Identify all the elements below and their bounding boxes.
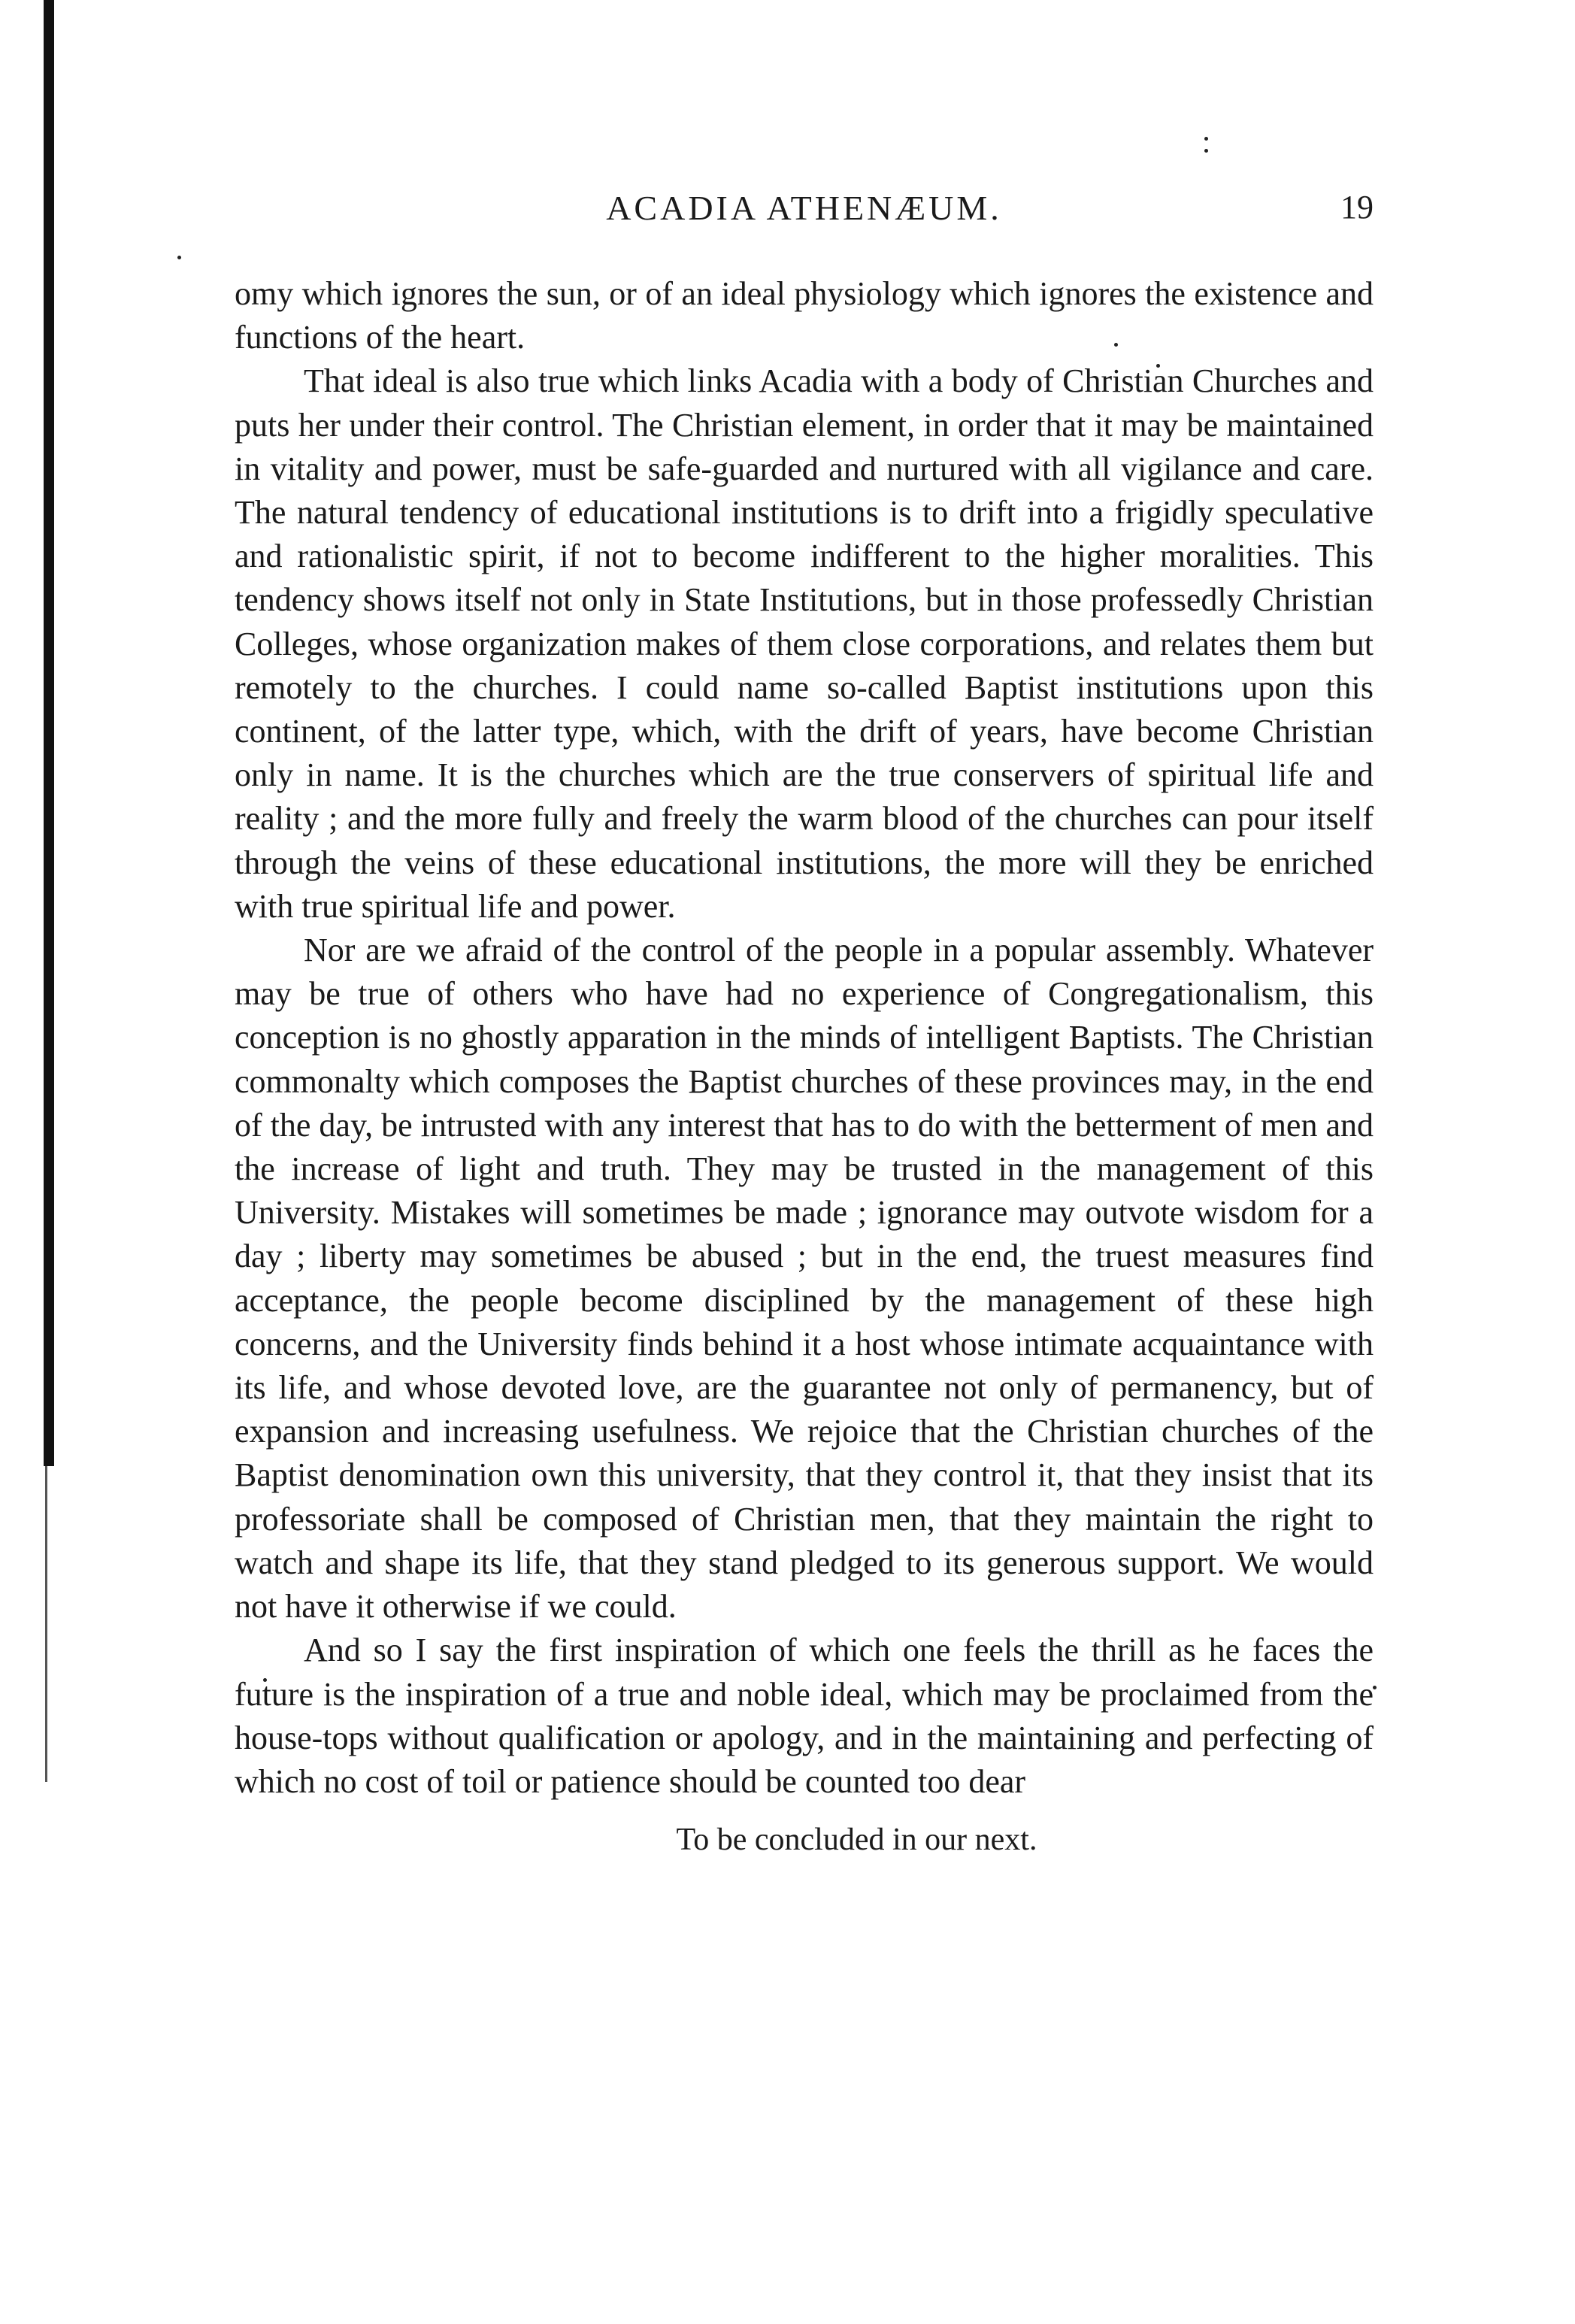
print-speck <box>1204 137 1208 141</box>
page-number: 19 <box>1340 189 1374 226</box>
document-page <box>235 188 1374 1858</box>
body-text <box>235 272 1374 1804</box>
paragraph: Nor are we afraid of the control of the people in a popular assembly. Whatever may be true of others who have had no experience of Congregationalism, this conception is no ghostly apparation in the minds of intelligent Baptists. The Christian commonalty which composes the Baptist churches of these provinces may, in the end of the day, be intrusted with any interest that has to do with the betterment of men and the increase of light and truth. They may be trusted in the management of this University. Mistakes will sometimes be made ; ignorance may outvote wisdom for a day ; liberty may sometimes be abused ; but in the end, the truest measures find acceptance, the people become disciplined by the management of these high concerns, and the University finds behind it a host whose intimate acquaintance with its life, and whose devoted love, are the guarantee not only of permanency, but of expansion and increasing usefulness. We rejoice that the Christian churches of the Baptist denomination own this university, that they control it, that they insist that its professoriate shall be composed of Christian men, that they maintain the right to watch and shape its life, that they stand pledged to its generous support. We would not have it otherwise if we could. <box>235 932 1374 1626</box>
paragraph: That ideal is also true which links Acadia with a body of Christian Churches and puts her under their control. The Christian element, in order that it may be maintained in vitality and power, must be safe-guarded and nurtured with all vigilance and care. The natural tendency of educational institutions is to drift into a frigidly speculative and rationalistic spirit, if not to become indifferent to the higher moralities. This tendency shows itself not only in State Institutions, but in those professedly Christian Colleges, whose organization makes of them close corporations, and relates them but remotely to the churches. I could name so-called Baptist institutions upon this continent, of the latter type, which, with the drift of years, have become Christian only in name. It is the churches which are the true conservers of spiritual life and reality ; and the more fully and freely the warm blood of the churches can pour itself through the veins of these educational institutions, the more will they be enriched with true spiritual life and power. <box>235 362 1374 925</box>
running-title: ACADIA ATHENÆUM. <box>606 189 1002 227</box>
paragraph-continued: omy which ignores the sun, or of an ideal physiology which ignores the existence and functions of the heart. <box>235 275 1374 356</box>
binding-edge-shadow <box>45 1466 47 1782</box>
print-speck <box>177 256 181 259</box>
continuation-note: To be concluded in our next. <box>676 1823 1037 1858</box>
print-speck <box>1204 149 1208 153</box>
binding-edge <box>44 0 54 1466</box>
paragraph: And so I say the first inspiration of which one feels the thrill as he faces the future is the inspiration of a true and noble ideal, which may be proclaimed from the house-tops without qualification or apology, and in the maintaining and perfecting of which no cost of toil or patience should be counted too dear <box>235 1632 1374 1800</box>
running-head <box>235 188 1374 241</box>
